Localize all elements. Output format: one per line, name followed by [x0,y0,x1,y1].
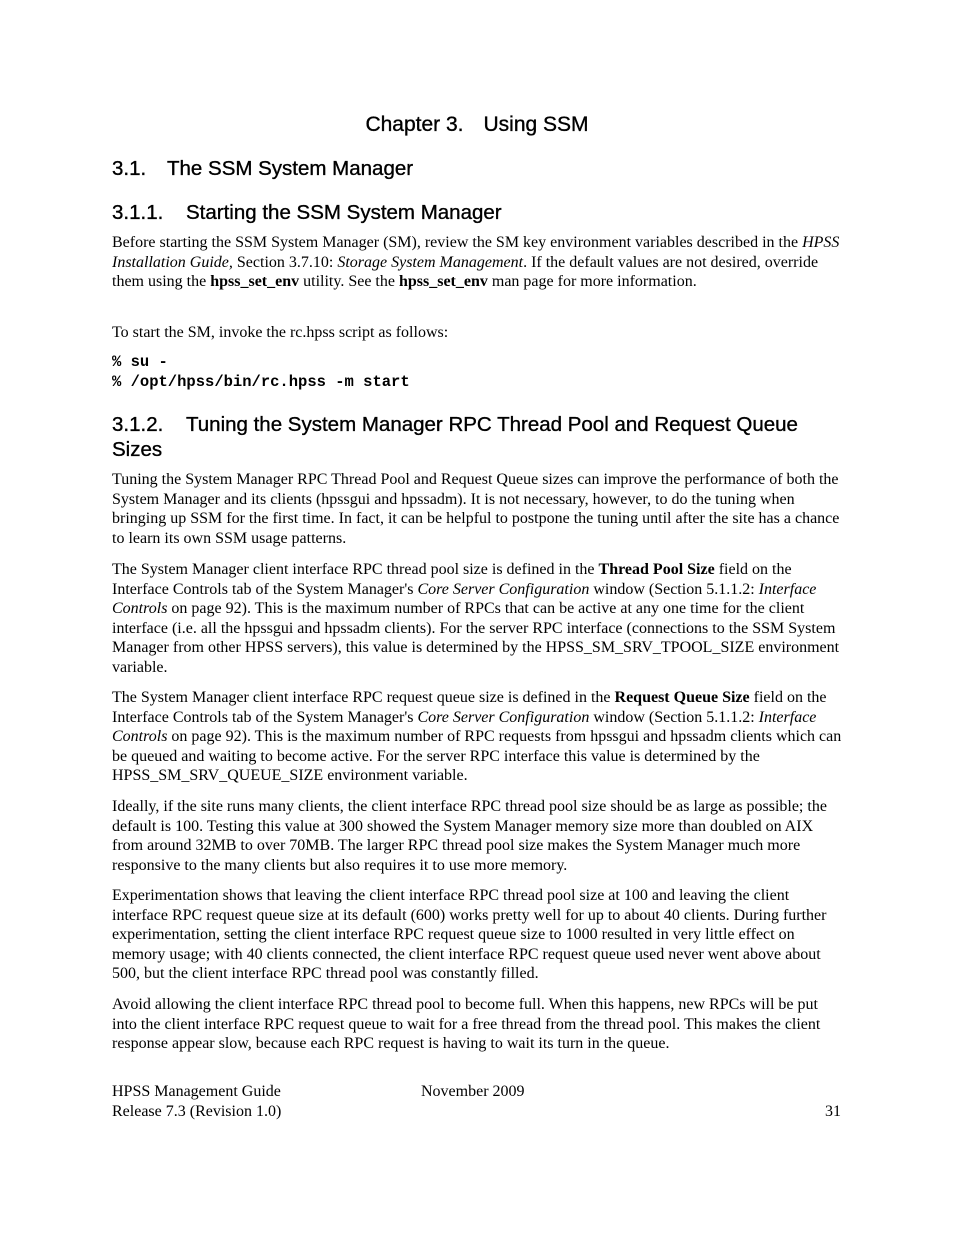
paragraph-sm-env: Before starting the SSM System Manager (SM), review the SM key environment variables described in the HPSS Installation Guide, Section 3.7.10: Storage System Management. If the default values are not desired, override them using the hpss_set_env utility. See the hpss_set_env man page for more information. [112,234,840,291]
code-line: % su - [112,353,168,371]
doc-reference: Storage System Management [337,253,524,271]
footer-release: Release 7.3 (Revision 1.0) [112,1103,282,1120]
paragraph-request-queue: The System Manager client interface RPC request queue size is defined in the Request Queue Size field on the Interface Controls tab of the System Manager's Core Server Configuration window (Section 5.1.1.2: Interface Controls on page 92). This is the maximum number of RPC requests from hpssgui and hpssadm clients which can be queued and waiting to become active. For the server RPC interface this value is determined by the HPSS_SM_SRV_QUEUE_SIZE environment variable. [112,689,842,785]
paragraph-thread-pool: The System Manager client interface RPC thread pool size is defined in the Thread Pool Size field on the Interface Controls tab of the System Manager's Core Server Configuration window (Section 5.1.1.2: Interface Controls on page 92). This is the maximum number of RPCs that can be active at any one time for the client interface (i.e. all the hpssgui and hpssadm clients). For the server RPC interface (connections to the SSM System Manager from other HPSS servers), this value is determined by the HPSS_SM_SRV_TPOOL_SIZE environment variable. [112,561,840,676]
section-heading-3-1-2 [112,412,822,462]
footer-page-number: 31 [825,1103,841,1120]
paragraph-start-sm: To start the SM, invoke the rc.hpss script as follows: [112,324,449,341]
section-title: Starting the SSM System Manager [186,201,502,224]
doc-reference: HPSS Installation Guide, [112,234,840,271]
utility-name: hpss_set_env [210,273,300,291]
section-title: The SSM System Manager [167,157,414,180]
section-number: 3.1. [112,157,147,180]
window-name: Core Server Configuration [417,580,590,598]
field-name: Thread Pool Size [598,561,715,578]
section-title: Tuning the System Manager RPC Thread Pool and Request Queue Sizes [112,413,798,461]
paragraph-avoid-full: Avoid allowing the client interface RPC thread pool to become full. When this happens, new RPCs will be put into the client interface RPC request queue to wait for a free thread from the thread pool. This makes the client response appear slow, because each RPC request is having to wait its turn in the queue. [112,996,821,1053]
section-reference: Interface Controls [112,580,817,618]
section-heading-3-1-1 [112,200,812,225]
footer-guide-title: HPSS Management Guide [112,1083,281,1100]
window-name: Core Server Configuration [417,708,590,726]
chapter-number: Chapter 3. [365,113,464,136]
paragraph-tuning-intro: Tuning the System Manager RPC Thread Pool and Request Queue sizes can improve the performance of both the System Manager and its clients (hpssgui and hpssadm). It is not necessary, however, to do the tuning when bringing up SSM for the first time. In fact, it can be helpful to postpone the tuning until after the site has a chance to learn its own SSM usage patterns. [112,471,840,547]
paragraph-ideal-size: Ideally, if the site runs many clients, the client interface RPC thread pool size should be as large as possible; the default is 100. Testing this value at 300 showed the System Manager memory size more than doubled on AIX from around 32MB to over 70MB. The larger RPC thread pool size makes the System Manager much more responsive to the many clients but also requires it to use more memory. [112,798,827,874]
chapter-name: Using SSM [483,113,589,136]
code-line: % /opt/hpss/bin/rc.hpss -m start [112,373,410,391]
section-heading-3-1 [112,156,812,181]
section-number: 3.1.2. [112,413,164,436]
section-reference: Interface Controls [112,708,817,746]
section-number: 3.1.1. [112,201,164,224]
chapter-title [0,111,954,139]
footer-date: November 2009 [421,1083,525,1100]
field-name: Request Queue Size [614,689,750,706]
paragraph-experimentation: Experimentation shows that leaving the client interface RPC thread pool size at 100 and leaving the client interface RPC request queue size at its default (600) works pretty well for up to about 40 clients. During further experimentation, setting the client interface RPC request queue size to 1000 resulted in very little effect on memory usage; with 40 clients connected, the client interface RPC request queue used never went above about 500, but the client interface RPC thread pool was constantly filled. [112,887,827,983]
utility-name: hpss_set_env [398,273,488,291]
